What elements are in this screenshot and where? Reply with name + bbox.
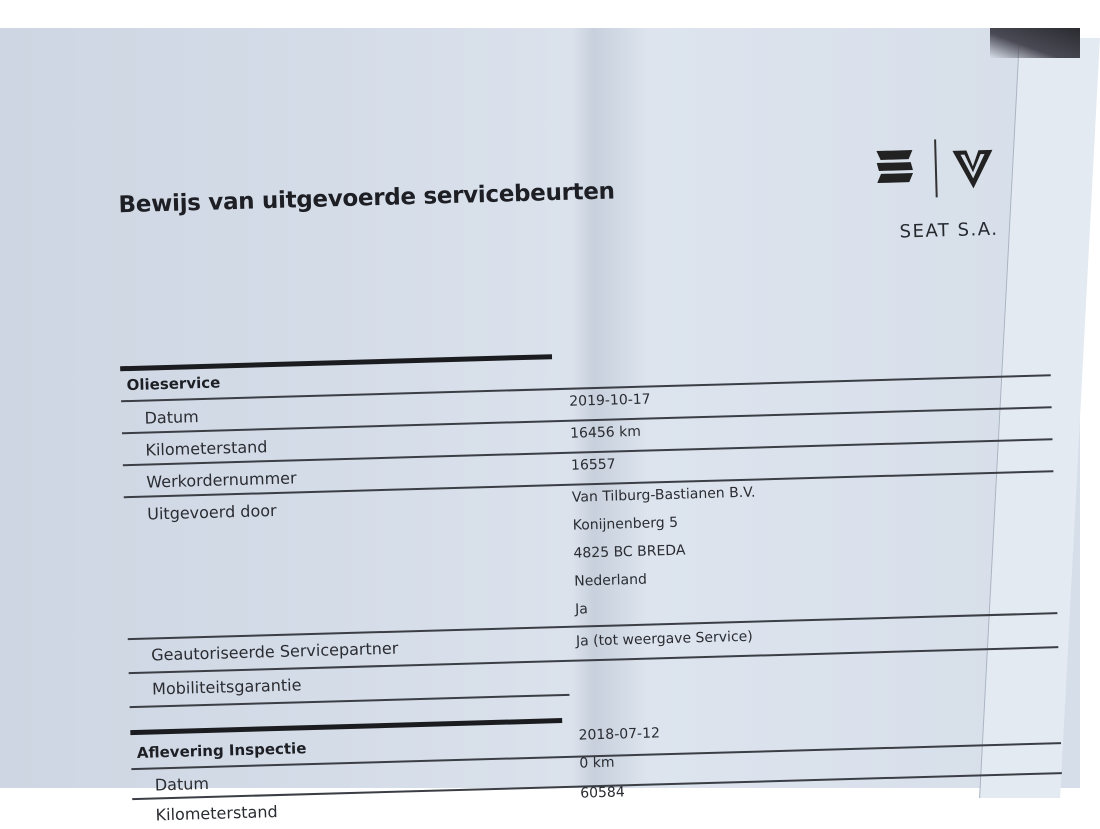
section-rule (130, 718, 562, 735)
value-aflevering-km: 0 km (579, 754, 615, 772)
document-photo (0, 28, 1080, 825)
label-servicepartner: Geautoriseerde Servicepartner (150, 638, 399, 665)
label-werkordernummer: Werkordernummer (146, 468, 297, 492)
logo-divider (934, 139, 938, 197)
value-aflevering-datum: 2018-07-12 (578, 725, 661, 744)
value-dealer-city: 4825 BC BREDA (573, 542, 686, 562)
value-servicepartner: Ja (tot weergave Service) (575, 628, 753, 650)
value-datum: 2019-10-17 (569, 391, 651, 410)
label-mobiliteitsgarantie: Mobiliteitsgarantie (151, 675, 302, 699)
seat-logo-icon (872, 146, 917, 187)
label-datum: Datum (144, 407, 199, 428)
value-kilometerstand: 16456 km (569, 423, 642, 442)
label-aflevering-kilometerstand: Kilometerstand (155, 802, 278, 825)
label-aflevering-datum: Datum (154, 773, 210, 795)
value-dealer-name: Van Tilburg-Bastianen B.V. (571, 484, 756, 506)
label-kilometerstand: Kilometerstand (145, 437, 268, 460)
page-title: Bewijs van uitgevoerde servicebeurten (118, 178, 616, 219)
value-aflevering-werkorder: 60584 (579, 784, 625, 802)
company-name: SEAT S.A. (899, 218, 999, 243)
service-record-page (0, 14, 1090, 825)
label-uitgevoerd-door: Uitgevoerd door (146, 500, 277, 524)
value-werkordernummer: 16557 (570, 456, 616, 474)
value-dealer-flag: Ja (574, 601, 589, 618)
section-rule (120, 354, 552, 371)
cupra-logo-icon (950, 146, 995, 193)
section-title-aflevering-inspectie: Aflevering Inspectie (136, 739, 307, 762)
section-title-olieservice: Olieservice (126, 373, 221, 395)
value-dealer-country: Nederland (574, 571, 648, 590)
value-dealer-street: Konijnenberg 5 (572, 514, 679, 534)
